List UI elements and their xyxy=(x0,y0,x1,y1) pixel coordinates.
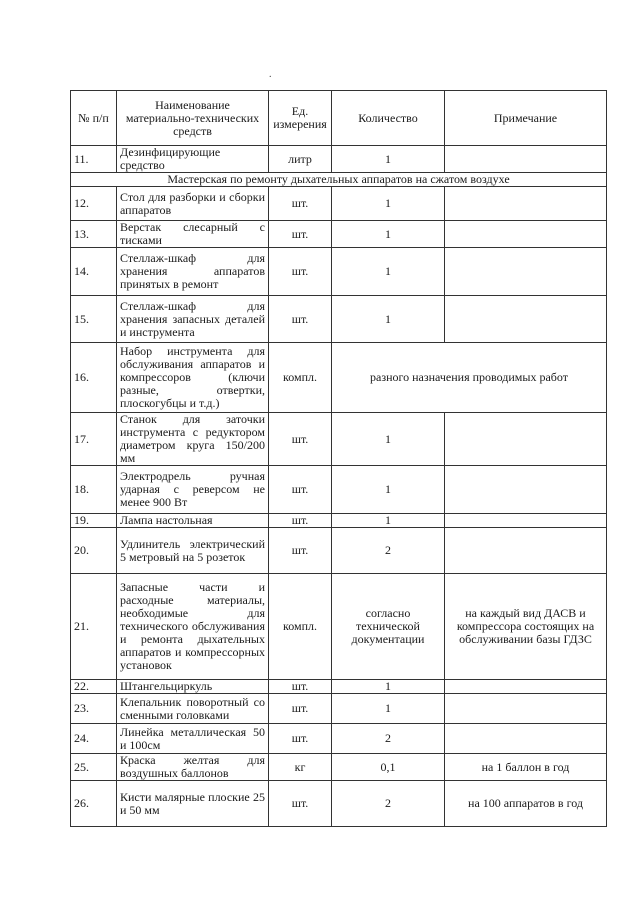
row-unit: шт. xyxy=(269,296,332,343)
row-name: Дезинфицирующие средство xyxy=(117,146,269,173)
row-qty: 1 xyxy=(332,146,445,173)
row-num: 22. xyxy=(71,680,117,694)
table-row xyxy=(71,528,607,574)
row-note xyxy=(445,248,607,296)
row-num: 16. xyxy=(71,343,117,413)
table-row xyxy=(71,694,607,724)
row-qty: 1 xyxy=(332,694,445,724)
row-qty: 1 xyxy=(332,466,445,514)
table-row xyxy=(71,574,607,680)
row-unit: шт. xyxy=(269,248,332,296)
row-num: 17. xyxy=(71,413,117,466)
table-row xyxy=(71,413,607,466)
row-name: Электродрель ручная ударная с реверсом не менее 900 Вт xyxy=(117,466,269,514)
row-num: 24. xyxy=(71,724,117,754)
table-row xyxy=(71,724,607,754)
row-unit: шт. xyxy=(269,680,332,694)
row-num: 18. xyxy=(71,466,117,514)
row-name: Станок для заточки инструмента с редуктором диаметром круга 150/200 мм xyxy=(117,413,269,466)
row-qty: 1 xyxy=(332,514,445,528)
table-row xyxy=(71,680,607,694)
row-qty-note-merged: разного назначения проводимых работ xyxy=(332,343,607,413)
table-row xyxy=(71,296,607,343)
row-note xyxy=(445,296,607,343)
row-qty: 2 xyxy=(332,528,445,574)
row-note: на каждый вид ДАСВ и компрессора состоящих на обслуживании базы ГДЗС xyxy=(445,574,607,680)
row-note xyxy=(445,514,607,528)
row-name: Линейка металлическая 50 и 100см xyxy=(117,724,269,754)
row-note xyxy=(445,146,607,173)
row-qty: 2 xyxy=(332,724,445,754)
row-note xyxy=(445,528,607,574)
row-name: Лампа настольная xyxy=(117,514,269,528)
row-unit: шт. xyxy=(269,466,332,514)
header-name: Наименование материально-технических средств xyxy=(117,91,269,146)
row-unit: шт. xyxy=(269,413,332,466)
table-row xyxy=(71,146,607,173)
row-note xyxy=(445,221,607,248)
row-unit: шт. xyxy=(269,724,332,754)
row-note xyxy=(445,724,607,754)
row-qty: 2 xyxy=(332,781,445,827)
row-note: на 100 аппаратов в год xyxy=(445,781,607,827)
section-title: Мастерская по ремонту дыхательных аппаратов на сжатом воздухе xyxy=(71,173,607,187)
row-qty: 1 xyxy=(332,680,445,694)
row-unit: шт. xyxy=(269,514,332,528)
row-num: 26. xyxy=(71,781,117,827)
row-num: 25. xyxy=(71,754,117,781)
row-name: Набор инструмента для обслуживания аппаратов и компрессоров (ключи разные, отвертки, плоскогубцы и т.д.) xyxy=(117,343,269,413)
row-unit: шт. xyxy=(269,694,332,724)
row-name: Стол для разборки и сборки аппаратов xyxy=(117,187,269,221)
table-row xyxy=(71,754,607,781)
table-row xyxy=(71,221,607,248)
row-name: Кисти малярные плоские 25 и 50 мм xyxy=(117,781,269,827)
row-unit: шт. xyxy=(269,781,332,827)
header-qty: Количество xyxy=(332,91,445,146)
header-num: № п/п xyxy=(71,91,117,146)
row-num: 23. xyxy=(71,694,117,724)
row-num: 19. xyxy=(71,514,117,528)
page-mark: . xyxy=(269,69,272,80)
row-qty: 0,1 xyxy=(332,754,445,781)
row-qty: 1 xyxy=(332,187,445,221)
row-qty: согласно технической документации xyxy=(332,574,445,680)
row-num: 12. xyxy=(71,187,117,221)
row-qty: 1 xyxy=(332,221,445,248)
row-name: Стеллаж-шкаф для хранения запасных деталей и инструмента xyxy=(117,296,269,343)
table-row xyxy=(71,187,607,221)
table-row xyxy=(71,466,607,514)
row-note xyxy=(445,694,607,724)
row-name: Запасные части и расходные материалы, необходимые для технического обслуживания и ремонта дыхательных аппаратов и компрессорных установок xyxy=(117,574,269,680)
row-num: 11. xyxy=(71,146,117,173)
section-row xyxy=(71,173,607,187)
row-qty: 1 xyxy=(332,296,445,343)
row-num: 13. xyxy=(71,221,117,248)
header-unit: Ед. измерения xyxy=(269,91,332,146)
table-row xyxy=(71,514,607,528)
row-unit: компл. xyxy=(269,574,332,680)
header-note: Примечание xyxy=(445,91,607,146)
row-name: Штангельциркуль xyxy=(117,680,269,694)
row-unit: компл. xyxy=(269,343,332,413)
row-unit: шт. xyxy=(269,187,332,221)
row-note: на 1 баллон в год xyxy=(445,754,607,781)
row-num: 15. xyxy=(71,296,117,343)
row-note xyxy=(445,187,607,221)
row-unit: шт. xyxy=(269,528,332,574)
row-name: Клепальник поворотный со сменными головками xyxy=(117,694,269,724)
row-note xyxy=(445,413,607,466)
row-note xyxy=(445,680,607,694)
table-header-row xyxy=(71,91,607,146)
table-row xyxy=(71,248,607,296)
row-qty: 1 xyxy=(332,413,445,466)
row-num: 20. xyxy=(71,528,117,574)
table-row xyxy=(71,343,607,413)
row-name: Стеллаж-шкаф для хранения аппаратов принятых в ремонт xyxy=(117,248,269,296)
row-name: Верстак слесарный с тисками xyxy=(117,221,269,248)
row-unit: литр xyxy=(269,146,332,173)
row-note xyxy=(445,466,607,514)
row-name: Удлинитель электрический 5 метровый на 5 розеток xyxy=(117,528,269,574)
row-unit: кг xyxy=(269,754,332,781)
equipment-table xyxy=(70,90,607,827)
row-num: 21. xyxy=(71,574,117,680)
row-unit: шт. xyxy=(269,221,332,248)
row-name: Краска желтая для воздушных баллонов xyxy=(117,754,269,781)
row-num: 14. xyxy=(71,248,117,296)
row-qty: 1 xyxy=(332,248,445,296)
table-row xyxy=(71,781,607,827)
